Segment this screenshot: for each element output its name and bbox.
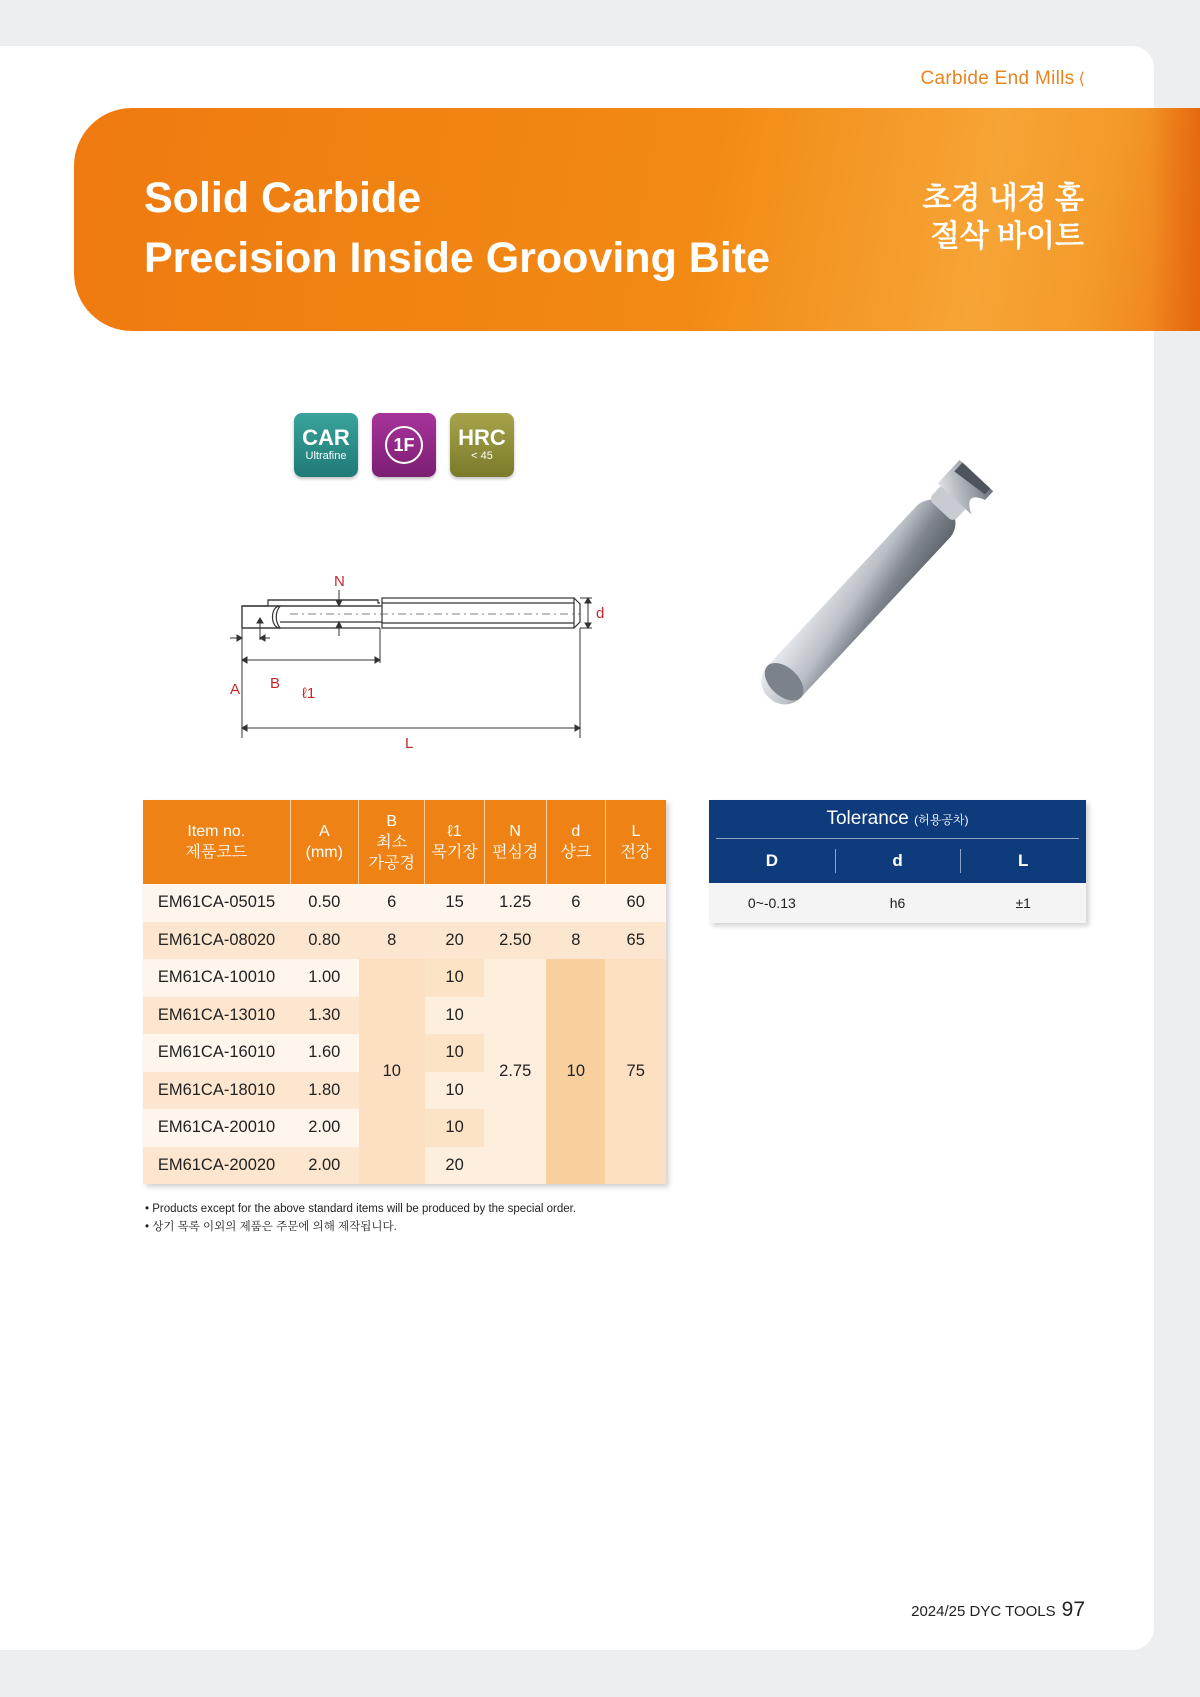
title-line-2: Precision Inside Grooving Bite [144, 234, 771, 282]
col-b [359, 800, 425, 884]
table-row [143, 884, 666, 922]
col-d-label-ko: 샹크 [560, 844, 592, 861]
cell-a: 1.30 [290, 997, 358, 1035]
title-ko-line-2: 절삭 바이트 [930, 220, 1084, 253]
col-b-label-ko2: 가공경 [368, 854, 415, 872]
cell-a: 0.80 [290, 922, 358, 960]
tolerance-values [709, 883, 1086, 923]
section-label-text: Carbide End Mills [920, 68, 1075, 89]
cell-l1: 10 [425, 1034, 484, 1072]
cell-l1: 15 [425, 884, 484, 922]
col-item [143, 800, 290, 884]
col-l1 [425, 800, 484, 884]
footnotes [145, 1200, 576, 1236]
spec-table-header [143, 800, 666, 884]
tol-val-D: 0~-0.13 [747, 895, 796, 911]
cell-n-merged: 2.75 [484, 959, 546, 1184]
section-label [920, 68, 1085, 90]
tolerance-columns [709, 839, 1086, 883]
cell-a: 2.00 [290, 1147, 358, 1185]
footer-text: 2024/25 DYC TOOLS [911, 1603, 1056, 1620]
table-row [143, 959, 666, 997]
feature-badges [294, 413, 514, 477]
col-b-label-ko1: 최소 [376, 833, 408, 851]
cell-l1: 10 [425, 1109, 484, 1147]
tolerance-header [709, 800, 1086, 883]
col-item-label-ko: 제품코드 [185, 844, 248, 861]
cell-a: 1.00 [290, 959, 358, 997]
tolerance-title-text: Tolerance [826, 808, 909, 829]
col-b-label: B [386, 812, 398, 830]
col-l-label: L [631, 823, 641, 840]
hrc-badge-sub: < 45 [471, 450, 493, 462]
tol-col-L: L [960, 839, 1086, 883]
cell-a: 1.80 [290, 1072, 358, 1110]
footnote-en: • Products except for the above standard items will be produced by the special order. [145, 1203, 577, 1215]
col-a-unit: (mm) [305, 844, 343, 861]
col-item-label: Item no. [187, 823, 246, 840]
tol-val-d: h6 [889, 895, 906, 911]
col-n-label-ko: 편심경 [492, 844, 539, 861]
tool-photo-icon [712, 436, 1032, 736]
tol-col-d: d [835, 839, 961, 883]
label-l1: ℓ1 [302, 685, 316, 702]
page-title-korean [922, 180, 1084, 256]
cell-l1: 10 [425, 1072, 484, 1110]
tool-dimension-diagram [230, 573, 610, 752]
flute-badge [372, 413, 436, 477]
flute-ring-icon [385, 426, 423, 464]
cell-item: EM61CA-08020 [143, 922, 290, 960]
col-n-label: N [509, 823, 521, 840]
cell-l1: 10 [425, 959, 484, 997]
tol-col-D: D [765, 851, 778, 870]
cell-item: EM61CA-20020 [143, 1147, 290, 1185]
label-l: L [405, 735, 414, 752]
page-number: 97 [1061, 1598, 1085, 1621]
hrc-badge [450, 413, 514, 477]
cell-d: 6 [546, 884, 605, 922]
col-n [484, 800, 546, 884]
label-d: d [596, 605, 605, 622]
cell-b: 6 [359, 884, 425, 922]
cell-a: 0.50 [290, 884, 358, 922]
title-line-1: Solid Carbide [144, 174, 422, 222]
col-l1-label-ko: 목기장 [431, 844, 478, 861]
col-d [546, 800, 605, 884]
col-a-label: A [318, 823, 330, 840]
col-l-label-ko: 전장 [620, 844, 652, 861]
spec-table [143, 800, 666, 1184]
page-footer [911, 1598, 1085, 1622]
carbide-badge [294, 413, 358, 477]
col-d-label: d [571, 823, 581, 840]
table-row [143, 922, 666, 960]
cell-b: 8 [359, 922, 425, 960]
cell-b-merged: 10 [359, 959, 425, 1184]
col-l [605, 800, 666, 884]
label-b: B [270, 675, 281, 692]
carbide-badge-label: CAR [302, 425, 350, 450]
flute-badge-label: 1F [393, 434, 415, 455]
label-a: A [230, 681, 241, 698]
footnote-ko: • 상기 목록 이외의 제품은 주문에 의해 제작됩니다. [145, 1221, 397, 1233]
cell-l: 65 [605, 922, 666, 960]
col-l1-label: ℓ1 [447, 823, 462, 840]
cell-item: EM61CA-05015 [143, 884, 290, 922]
cell-d: 8 [546, 922, 605, 960]
tolerance-title-ko: (허용공차) [914, 813, 969, 827]
cell-a: 2.00 [290, 1109, 358, 1147]
cell-item: EM61CA-18010 [143, 1072, 290, 1110]
cell-item: EM61CA-13010 [143, 997, 290, 1035]
cell-l1: 10 [425, 997, 484, 1035]
title-banner [74, 108, 1200, 331]
tolerance-table [709, 800, 1086, 923]
cell-n: 1.25 [484, 884, 546, 922]
carbide-badge-sub: Ultrafine [305, 450, 347, 462]
cell-l1: 20 [425, 922, 484, 960]
tol-val-L: ±1 [1015, 895, 1031, 911]
col-a [290, 800, 358, 884]
cell-n: 2.50 [484, 922, 546, 960]
cell-l1: 20 [425, 1147, 484, 1185]
cell-item: EM61CA-20010 [143, 1109, 290, 1147]
page-title [144, 168, 770, 288]
label-n: N [334, 573, 345, 590]
cell-a: 1.60 [290, 1034, 358, 1072]
title-ko-line-1: 초경 내경 홈 [922, 182, 1084, 215]
hrc-badge-label: HRC [458, 425, 506, 450]
cell-item: EM61CA-16010 [143, 1034, 290, 1072]
cell-l-merged: 75 [605, 959, 666, 1184]
cell-l: 60 [605, 884, 666, 922]
tolerance-title [716, 800, 1079, 839]
cell-item: EM61CA-10010 [143, 959, 290, 997]
cell-d-merged: 10 [546, 959, 605, 1184]
chevron-left-icon: ⟨ [1078, 71, 1085, 88]
